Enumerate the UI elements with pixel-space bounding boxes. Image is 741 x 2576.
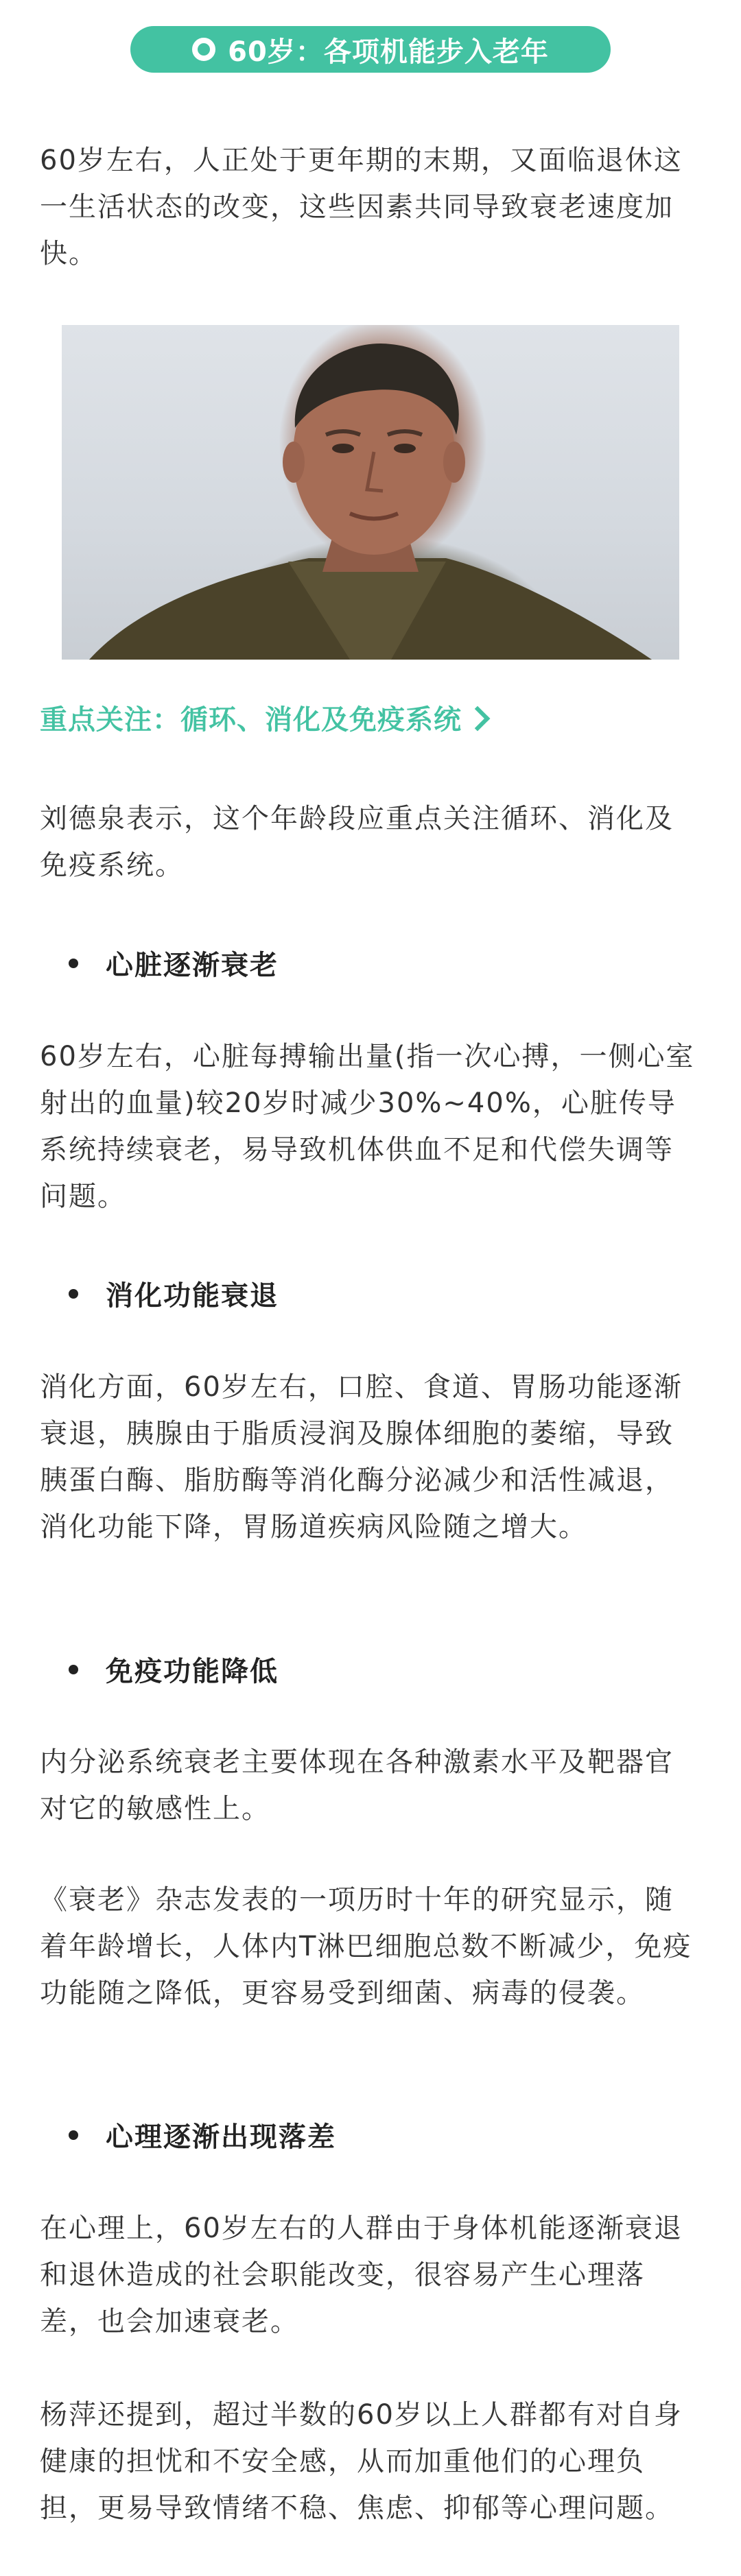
section-header-pill [130, 26, 611, 73]
bullet-heading-heart [69, 943, 279, 983]
bullet-heading-immune [69, 1650, 279, 1689]
section-header [0, 26, 741, 73]
immune-paragraph-1: 内分泌系统衰老主要体现在各种激素水平及靶器官对它的敏感性上。 [40, 1746, 674, 1825]
bullet-heading-label: 消化功能衰退 [106, 1280, 279, 1312]
bullet-heading-psych [69, 2115, 336, 2154]
immune-paragraph-2: 《衰老》杂志发表的一项历时十年的研究显示，随着年龄增长，人体内T淋巴细胞总数不断减少，免疫功能随之降低，更容易受到细菌、病毒的侵袭。 [40, 1884, 692, 2009]
ring-icon [192, 38, 215, 61]
section-title: 60岁：各项机能步入老年 [228, 36, 549, 68]
heart-paragraph: 60岁左右，心脏每搏输出量(指一次心搏，一侧心室射出的血量)较20岁时减少30%~40%，心脏传导系统持续衰老，易导致机体供血不足和代偿失调等问题。 [40, 1041, 695, 1212]
psych-paragraph-2: 杨萍还提到，超过半数的60岁以上人群都有对自身健康的担忧和不安全感，从而加重他们的心理负担，更易导致情绪不稳、焦虑、抑郁等心理问题。 [40, 2399, 683, 2524]
digestion-paragraph: 消化方面，60岁左右，口腔、食道、胃肠功能逐渐衰退，胰腺由于脂质浸润及腺体细胞的萎缩，导致胰蛋白酶、脂肪酶等消化酶分泌减少和活性减退，消化功能下降，胃肠道疾病风险随之增大。 [40, 1371, 683, 1543]
article-photo [62, 325, 679, 660]
psych-paragraph-1: 在心理上，60岁左右的人群由于身体机能逐渐衰退和退休造成的社会职能改变，很容易产生心理落差，也会加速衰老。 [40, 2213, 683, 2337]
bullet-dot-icon [69, 1289, 78, 1299]
bullet-dot-icon [69, 2130, 78, 2140]
bullet-heading-label: 免疫功能降低 [106, 1656, 279, 1687]
section-link[interactable] [40, 698, 486, 737]
bullet-heading-digestion [69, 1274, 279, 1313]
portrait-illustration [62, 325, 679, 660]
bullet-heading-label: 心理逐渐出现落差 [106, 2121, 336, 2153]
bullet-dot-icon [69, 1665, 78, 1674]
chevron-right-icon[interactable] [465, 706, 491, 731]
section-link-label[interactable]: 重点关注：循环、消化及免疫系统 [40, 704, 462, 736]
summary-paragraph: 刘德泉表示，这个年龄段应重点关注循环、消化及免疫系统。 [40, 803, 674, 881]
bullet-heading-label: 心脏逐渐衰老 [106, 950, 279, 981]
intro-paragraph: 60岁左右，人正处于更年期的末期，又面临退休这一生活状态的改变，这些因素共同导致衰老速度加快。 [40, 145, 683, 269]
bullet-dot-icon [69, 959, 78, 968]
